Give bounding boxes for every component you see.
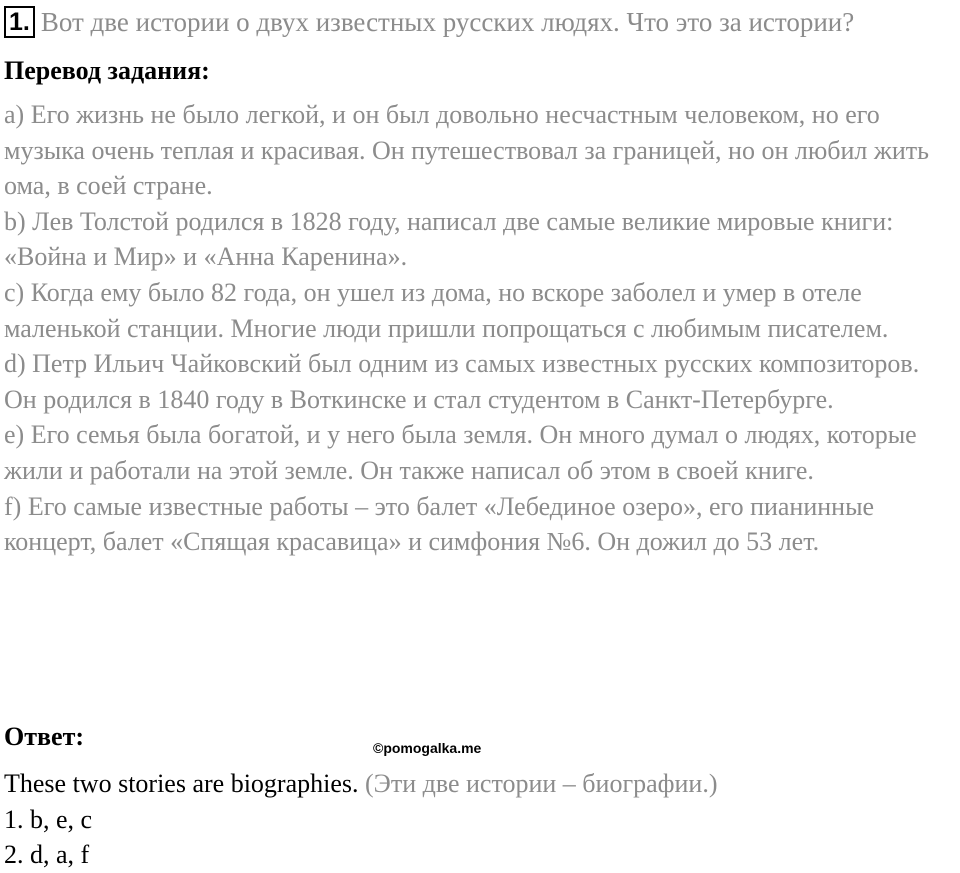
item-d: d) Петр Ильич Чайковский был одним из самых известных русских композиторов. Он родился в 1840 году в Воткинске и стал студентом в Санкт-Петербурге. bbox=[4, 349, 920, 414]
task-text: Вот две истории о двух известных русских людях. Что это за истории? bbox=[40, 6, 855, 37]
answer-main-en: These two stories are biographies. bbox=[4, 769, 359, 798]
translation-heading: Перевод задания: bbox=[4, 56, 210, 85]
item-a: a) Его жизнь не было легкой, и он был довольно несчастным человеком, но его музыка очень теплая и красивая. Он путешествовал за границей, но он любил жить ома, в соей стране. bbox=[4, 100, 929, 201]
item-b: b) Лев Толстой родился в 1828 году, написал две самые великие мировые книги: «Война и Мир» и «Анна Каренина». bbox=[4, 206, 894, 272]
answer-main-ru: (Эти две истории – биографии.) bbox=[365, 769, 718, 798]
item-c: c) Когда ему было 82 года, он ушел из дома, но вскоре заболел и умер в отеле маленькой станции. Многие люди пришли попрощаться с любимым писателем. bbox=[4, 277, 889, 343]
answer-heading: Ответ: bbox=[4, 722, 85, 751]
task-number: 1. bbox=[4, 6, 35, 38]
watermark: ©pomogalka.me bbox=[373, 740, 482, 756]
answer-line-2: 2. d, a, f bbox=[4, 840, 90, 869]
task-line bbox=[4, 4, 854, 40]
item-e: e) Его семья была богатой, и у него была земля. Он много думал о людях, которые жили и работали на этой земле. Он также написал об этом в своей книге. bbox=[4, 420, 917, 485]
item-f: f) Его самые известные работы – это балет «Лебединое озеро», его пианинные концерт, балет «Спящая красавица» и симфония №6. Он дожил до 53 лет. bbox=[4, 491, 875, 557]
answer-block bbox=[4, 766, 718, 873]
answer-main bbox=[4, 766, 718, 802]
answer-line-1: 1. b, e, c bbox=[4, 804, 93, 834]
translation-items bbox=[4, 97, 954, 560]
